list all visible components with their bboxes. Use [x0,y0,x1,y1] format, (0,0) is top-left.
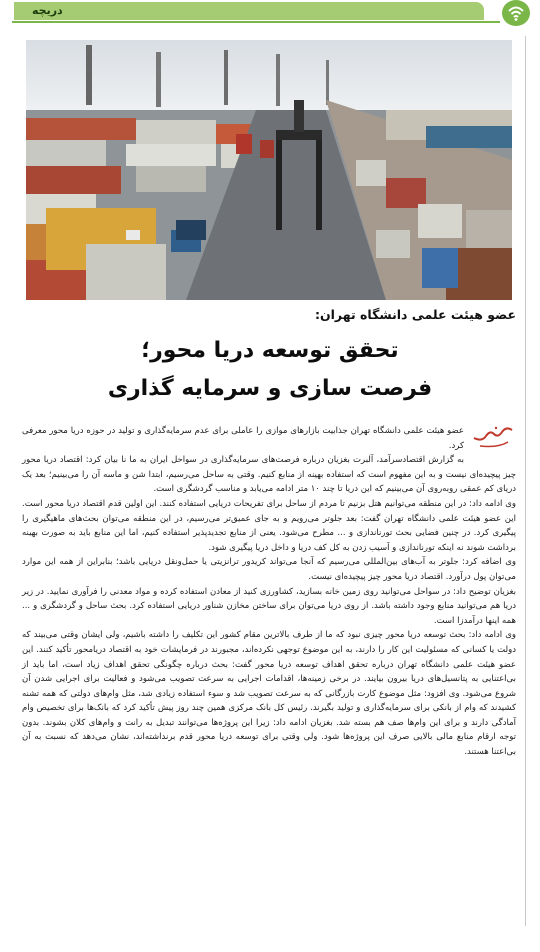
paragraph: به گزارش اقتصادسرآمد، آلبرت بغزیان درباره فرصت‌های سرمایه‌گذاری در سواحل ایران به ما نا بیان کرد: اقتصاد دریا محور چیز پیچیده‌ای نیست و به این مفهوم است که استفاده بهینه از منابع کنیم. وقتی به ساحل می‌رسیم، ابتدا شن و ماسه آن را می‌بینیم؛ بعد یک دریای کم عمقی روبه‌روی آن می‌بینیم که این دریا تا چند ۱۰ متر ادامه می‌یابد و مناسب گردشگری است. [22,455,516,495]
article-headline [20,332,520,408]
headline-line-1: تحقق توسعه دریا محور؛ [141,338,399,363]
section-header [0,0,540,28]
column-rule [525,36,526,926]
article-kicker: عضو هیئت علمی دانشگاه تهران: [314,307,516,322]
paragraph: وی ادامه داد: در این منطقه می‌توانیم هتل بزنیم تا مردم از ساحل برای تفریحات دریایی استفاده کنند. این اولین قدم اقتصاد دریا محور است. این عضو هیئت علمی دانشگاه تهران گفت: بعد جلوتر می‌رویم و به جای عمیق‌تر می‌رسیم، در این منطقه می‌توان بحث‌های ماهیگیری را پیگیری کرد. در چنین فضایی بحث تورناندازی و ... مطرح می‌شود. یعنی از منابع تجدیدپذیر استفاده کنیم، اما این منابع باید به صورت بهینه برداشت شوند نه اینکه تورناندازی و آسیب زدن به کل کف دریا و داخل دریا پیگیری شود. [22,498,516,553]
section-label: دریچه [32,4,63,17]
paragraph: بغزیان توضیح داد: در سواحل می‌توانید روی زمین خانه بسازید، کشاورزی کنید از معادن استفاده کرده و مواد معدنی را فرآوری نمایید. در زیر دریا هم می‌توانید منابع وجود داشته باشد. از روی دریا می‌توان برای ساختن مخازن شناور دریایی استفاده کرد. بحث ساحل و گردشگری و ... همه اینها درآمدزا است. [22,586,516,626]
container-port-image [26,40,512,300]
publication-signature [468,424,516,454]
article-body [22,424,516,760]
headline-line-2: فرصت سازی و سرمایه گذاری [107,376,433,401]
paragraph: عضو هیئت علمی دانشگاه تهران جذابیت بازارهای موازی را عاملی برای عدم سرمایه‌گذاری و تولید در حوزه دریا محور معرفی کرد. [22,426,464,451]
paragraph: وی اضافه کرد: جلوتر به آب‌های بین‌المللی می‌رسیم که آنجا می‌تواند کریدور ترانزیتی یا حمل‌ونقل دریایی باشد؛ بنابراین از همه این موارد می‌توان پول درآورد. اقتصاد دریا محور چیز پیچیده‌ای نیست. [22,557,516,582]
header-tab [14,2,484,20]
wifi-icon [502,0,530,26]
paragraph: وی ادامه داد: بحث توسعه دریا محور چیزی نبود که ما از طرف بالاترین مقام کشور این تکلیف را داشته باشیم، ولی ایشان وقتی می‌بیند که دولت یا کسانی که مسئولیت این کار را دارند، به این موضوع توجهی نکرده‌اند، مجبورند در فرمایشات خود به اقتصاد دریامحور تأکید کنند. این عضو هیئت علمی دانشگاه تهران درباره تحقق اهداف توسعه دریا محور گفت: بحث درباره چگونگی تحقق اهداف زیاد است، اما باید از بی‌اعتنایی به پتانسیل‌های دریا بیرون بیایند. در برخی زمینه‌ها، اقدامات اجرایی به سرعت تصویب می‌شود و فعالیت برای اجرایی شدن آن شروع می‌شود. وی افزود: مثل موضوع کارت بازرگانی که به سرعت تصویب شد و سوء استفاده زیادی شد، مثل وام‌های دولتی که همه تشنه کشیدند که وام از بانکی برای سرمایه‌گذاری و تولید بگیرند. رئیس کل بانک مرکزی همین چند روز پیش تأکید کرد که بانک‌ها برای تخصیص وام آمادگی دارند و برای این وام‌ها صف هم بسته شد. بغزیان ادامه داد: زیرا این پروژه‌ها می‌توانند تبدیل به رانت و وام‌های کلان بشوند. بدون توجه ارقام منابع مالی بالایی صرف این پروژه‌ها شود. ولی وقتی برای توسعه دریا محور قدم برنداشته‌اند، نشان می‌دهد که نسبت به آن بی‌اعتنا هستند. [22,630,516,758]
header-rule [12,21,500,23]
